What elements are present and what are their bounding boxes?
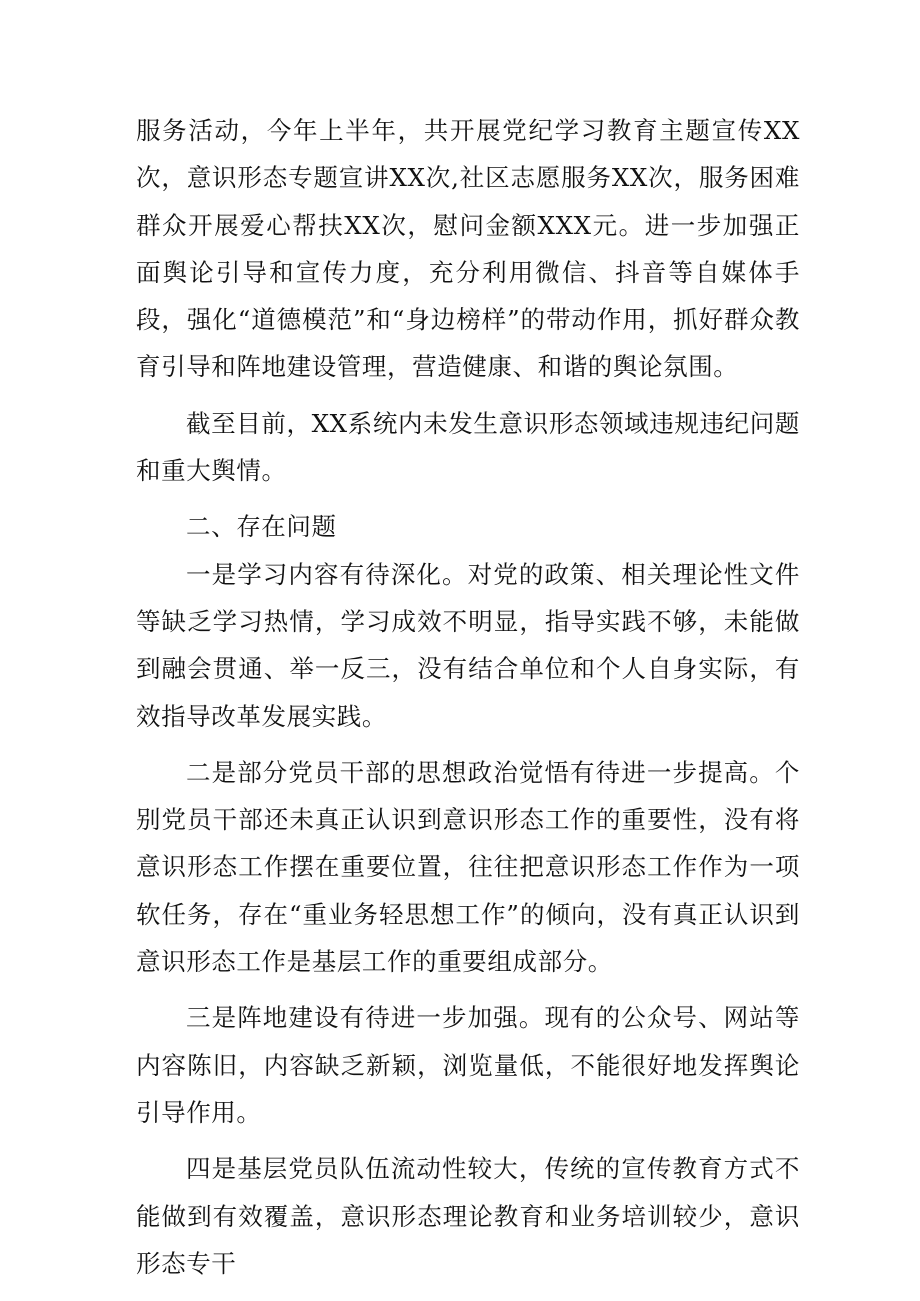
paragraph-problem-4: 四是基层党员队伍流动性较大，传统的宣传教育方式不能做到有效覆盖，意识形态理论教育和业务培训较少，意识形态专干 — [136, 1154, 800, 1278]
paragraph-problem-2: 二是部分党员干部的思想政治觉悟有待进一步提高。个别党员干部还未真正认识到意识形态工作的重要性，没有将意识形态工作摆在重要位置，往往把意识形态工作作为一项软任务，存在“重业务轻思想工作”的倾向，没有真正认识到意识形态工作是基层工作的重要组成部分。 — [136, 757, 800, 977]
paragraph-problem-1: 一是学习内容有待深化。对党的政策、相关理论性文件等缺乏学习热情，学习成效不明显，指导实践不够，未能做到融会贯通、举一反三，没有结合单位和个人自身实际，有效指导改革发展实践。 — [136, 559, 800, 731]
paragraph-continuation: 服务活动，今年上半年，共开展党纪学习教育主题宣传XX次，意识形态专题宣讲XX次,社区志愿服务XX次，服务困难群众开展爱心帮扶XX次，慰问金额XXX元。进一步加强正面舆论引导和宣传力度，充分利用微信、抖音等自媒体手段，强化“道德模范”和“身边榜样”的带动作用，抓好群众教育引导和阵地建设管理，营造健康、和谐的舆论氛围。 — [136, 116, 800, 382]
paragraph-status-summary: 截至目前，XX系统内未发生意识形态领域违规违纪问题和重大舆情。 — [136, 408, 800, 486]
section-heading-problems: 二、存在问题 — [186, 512, 337, 542]
paragraph-problem-3: 三是阵地建设有待进一步加强。现有的公众号、网站等内容陈旧，内容缺乏新颖，浏览量低，不能很好地发挥舆论引导作用。 — [136, 1003, 800, 1127]
document-body — [136, 107, 800, 1287]
